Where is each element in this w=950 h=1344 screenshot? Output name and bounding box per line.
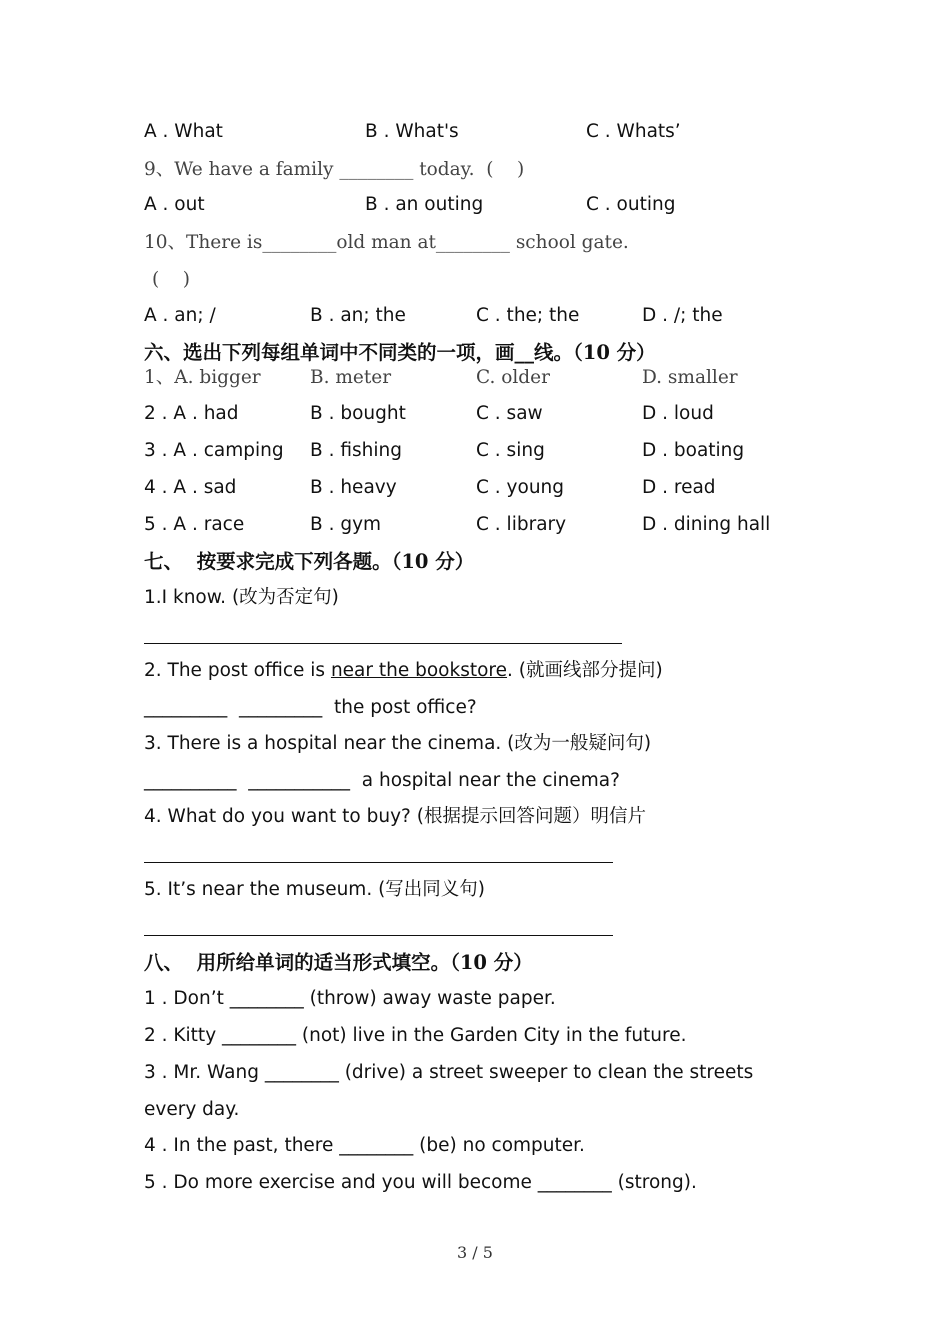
q8-option-a: A . What: [144, 121, 223, 142]
s6-row1-a: 1、A. bigger: [144, 367, 261, 388]
s6-row3-a: 3 . A . camping: [144, 440, 284, 461]
q9-option-c: C . outing: [586, 194, 676, 215]
s6-row1-d: D. smaller: [642, 367, 738, 388]
s8-item1: 1 . Don’t ________ (throw) away waste paper.: [144, 988, 556, 1009]
s6-row3-b: B . fishing: [310, 440, 402, 461]
s6-row4-d: D . read: [642, 477, 716, 498]
s8-item3-cont: every day.: [144, 1099, 240, 1120]
s7-q3-answer: __________ ___________ a hospital near the cinema?: [144, 770, 620, 791]
q10-option-a: A . an; /: [144, 305, 216, 326]
s7-q1-answer-line: [144, 643, 622, 644]
s6-row3-c: C . sing: [476, 440, 545, 461]
q10-stem: 10、There is________old man at________ school gate.: [144, 232, 629, 253]
q10-option-c: C . the; the: [476, 305, 580, 326]
s7-q4-answer-line: [144, 862, 613, 863]
section8-heading: 八、 用所给单词的适当形式填空。（10 分）: [144, 951, 533, 974]
s7-q3: 3. There is a hospital near the cinema. (改为一般疑问句): [144, 733, 652, 754]
s6-row1-c: C. older: [476, 367, 550, 388]
page-number: 3 / 5: [457, 1243, 493, 1262]
q8-option-b: B . What's: [365, 121, 459, 142]
q8-option-c: C . Whats’: [586, 121, 681, 142]
s8-item4: 4 . In the past, there ________ (be) no computer.: [144, 1135, 585, 1156]
s6-row1-b: B. meter: [310, 367, 392, 388]
s7-q2-pre: 2. The post office is: [144, 660, 331, 681]
s7-q2-answer: _________ _________ the post office?: [144, 697, 477, 718]
s6-row4-c: C . young: [476, 477, 565, 498]
s7-q5-answer-line: [144, 935, 613, 936]
s6-row3-d: D . boating: [642, 440, 745, 461]
s8-item3: 3 . Mr. Wang ________ (drive) a street sweeper to clean the streets: [144, 1062, 754, 1083]
s6-row5-c: C . library: [476, 514, 567, 535]
q9-option-a: A . out: [144, 194, 205, 215]
s8-item5: 5 . Do more exercise and you will become ________ (strong).: [144, 1172, 697, 1193]
s7-q1: 1.I know. (改为否定句): [144, 587, 339, 608]
s6-row5-b: B . gym: [310, 514, 382, 535]
section7-heading: 七、 按要求完成下列各题。（10 分）: [144, 550, 475, 573]
s7-q2-post: . (就画线部分提问): [507, 660, 663, 681]
q9-option-b: B . an outing: [365, 194, 484, 215]
s7-q2: [144, 659, 663, 683]
s6-row2-b: B . bought: [310, 403, 406, 424]
s6-row5-a: 5 . A . race: [144, 514, 245, 535]
section6-heading: 六、选出下列每组单词中不同类的一项，画__线。（10 分）: [144, 341, 656, 364]
s6-row5-d: D . dining hall: [642, 514, 771, 535]
s6-row2-a: 2 . A . had: [144, 403, 239, 424]
s7-q5: 5. It’s near the museum. (写出同义句): [144, 879, 486, 900]
s7-q2-underlined: near the bookstore: [330, 660, 508, 681]
q10-paren: ( ): [152, 269, 190, 290]
q10-option-d: D . /; the: [642, 305, 723, 326]
s6-row2-c: C . saw: [476, 403, 543, 424]
q10-option-b: B . an; the: [310, 305, 406, 326]
s8-item2: 2 . Kitty ________ (not) live in the Garden City in the future.: [144, 1025, 687, 1046]
s6-row2-d: D . loud: [642, 403, 714, 424]
q9-stem: 9、We have a family ________ today. ( ): [144, 159, 525, 180]
s6-row4-b: B . heavy: [310, 477, 397, 498]
s6-row4-a: 4 . A . sad: [144, 477, 237, 498]
s7-q4: 4. What do you want to buy? (根据提示回答问题）明信片: [144, 806, 646, 827]
